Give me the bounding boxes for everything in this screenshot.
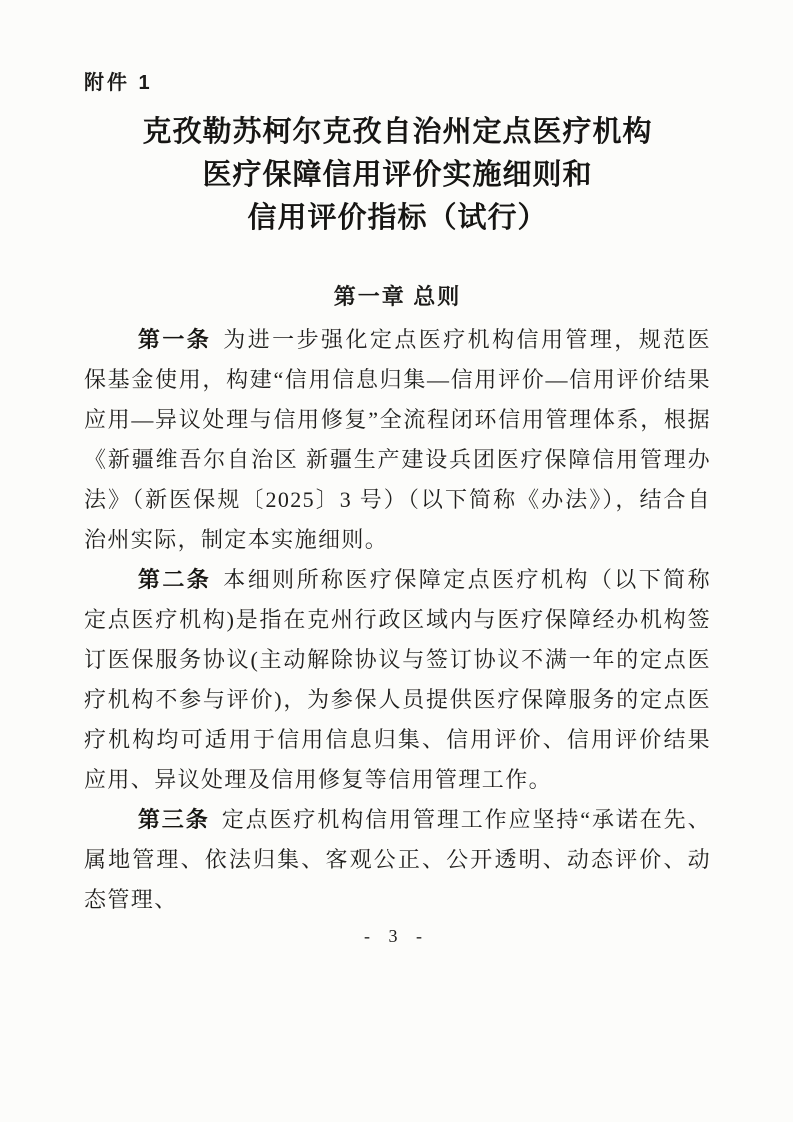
article-text-1: 为进一步强化定点医疗机构信用管理，规范医保基金使用，构建“信用信息归集—信用评价—信用评价结果应用—异议处理与信用修复”全流程闭环信用管理体系，根据《新疆维吾尔自治区 新疆生产建设兵团医疗保障信用管理办法》（新医保规〔2025〕3 号）（以下简称《办法》），结合自治州实际，制定本实施细则。 xyxy=(84,327,711,552)
document-title xyxy=(84,111,711,240)
document-title-line-1: 克孜勒苏柯尔克孜自治州定点医疗机构 xyxy=(142,116,653,148)
article-paragraph-3 xyxy=(84,800,711,920)
article-text-3: 定点医疗机构信用管理工作应坚持“承诺在先、属地管理、依法归集、客观公正、公开透明、动态评价、动态管理、 xyxy=(84,807,711,912)
article-number-2: 第二条 xyxy=(137,567,212,592)
page-number: - 3 - xyxy=(364,926,429,946)
article-paragraph-2 xyxy=(84,560,711,800)
article-number-3: 第三条 xyxy=(137,807,210,832)
article-number-1: 第一条 xyxy=(137,327,212,352)
document-title-line-3: 信用评价指标（试行） xyxy=(247,202,548,234)
document-title-line-2: 医疗保障信用评价实施细则和 xyxy=(202,159,593,191)
document-body xyxy=(84,320,711,920)
article-text-2: 本细则所称医疗保障定点医疗机构（以下简称定点医疗机构)是指在克州行政区域内与医疗保障经办机构签订医保服务协议(主动解除协议与签订协议不满一年的定点医疗机构不参与评价)，为参保人员提供医疗保障服务的定点医疗机构均可适用于信用信息归集、信用评价、信用评价结果应用、异议处理及信用修复等信用管理工作。 xyxy=(84,567,711,792)
attachment-label: 附件 1 xyxy=(84,72,153,94)
article-paragraph-1 xyxy=(84,320,711,560)
chapter-heading: 第一章 总则 xyxy=(333,284,462,309)
